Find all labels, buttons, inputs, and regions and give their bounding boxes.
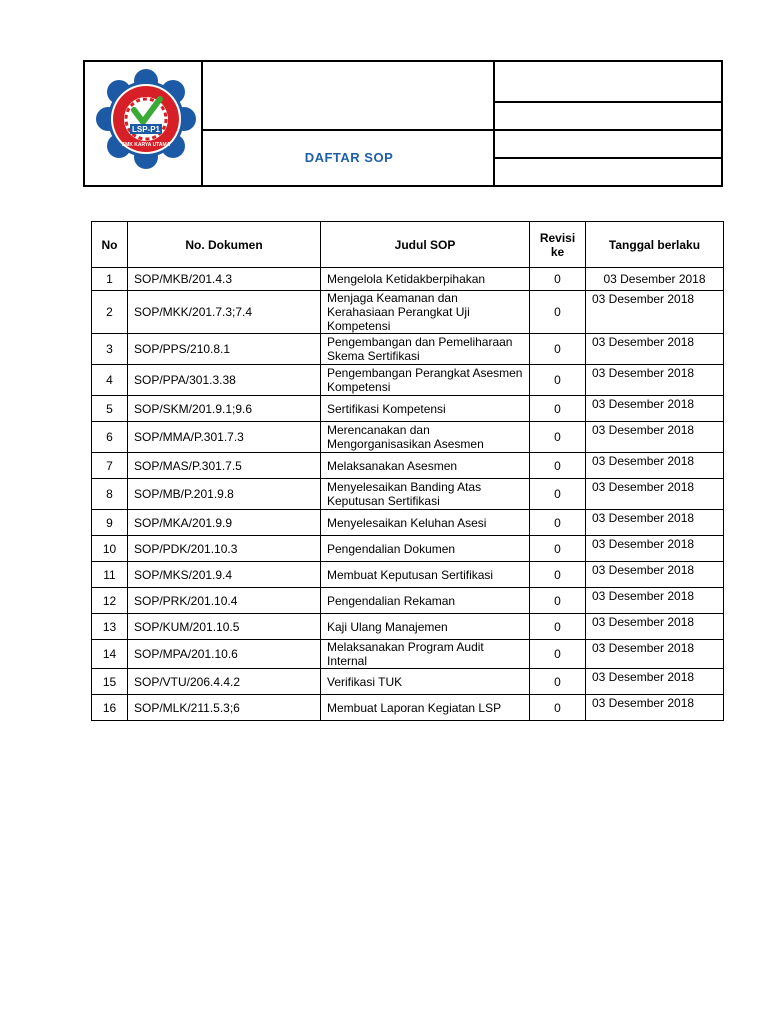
lsp-p1-emblem-icon xyxy=(93,66,199,172)
revision-cell: 0 xyxy=(530,334,586,365)
sop-title-cell: Menyelesaikan Banding Atas Keputusan Sertifikasi xyxy=(321,479,530,510)
effective-date-cell: 03 Desember 2018 xyxy=(586,510,724,536)
row-number-cell: 5 xyxy=(92,396,128,422)
effective-date-cell: 03 Desember 2018 xyxy=(586,396,724,422)
effective-date-cell: 03 Desember 2018 xyxy=(586,695,724,721)
effective-date-cell: 03 Desember 2018 xyxy=(586,365,724,396)
table-row xyxy=(92,640,724,669)
table-row xyxy=(92,479,724,510)
table-row xyxy=(92,562,724,588)
row-number-cell: 4 xyxy=(92,365,128,396)
sop-title-cell: Melaksanakan Program Audit Internal xyxy=(321,640,530,669)
sop-table xyxy=(91,221,724,721)
row-number-cell: 12 xyxy=(92,588,128,614)
table-row xyxy=(92,669,724,695)
revision-cell: 0 xyxy=(530,536,586,562)
document-number-cell: SOP/PPA/301.3.38 xyxy=(128,365,321,396)
sop-title-cell: Pengendalian Rekaman xyxy=(321,588,530,614)
header-info-divider-1 xyxy=(493,101,721,103)
table-row xyxy=(92,453,724,479)
sop-title-cell: Kaji Ulang Manajemen xyxy=(321,614,530,640)
table-row xyxy=(92,396,724,422)
sop-title-cell: Merencanakan dan Mengorganisasikan Asesmen xyxy=(321,422,530,453)
document-number-cell: SOP/MMA/P.301.7.3 xyxy=(128,422,321,453)
document-number-cell: SOP/MKB/201.4.3 xyxy=(128,268,321,291)
row-number-cell: 1 xyxy=(92,268,128,291)
row-number-cell: 11 xyxy=(92,562,128,588)
row-number-cell: 7 xyxy=(92,453,128,479)
revision-cell: 0 xyxy=(530,588,586,614)
effective-date-cell: 03 Desember 2018 xyxy=(586,268,724,291)
sop-title-cell: Pengembangan dan Pemeliharaan Skema Sertifikasi xyxy=(321,334,530,365)
revision-cell: 0 xyxy=(530,291,586,334)
sop-title-cell: Menjaga Keamanan dan Kerahasiaan Perangkat Uji Kompetensi xyxy=(321,291,530,334)
sop-title-cell: Pengembangan Perangkat Asesmen Kompetensi xyxy=(321,365,530,396)
revision-cell: 0 xyxy=(530,669,586,695)
table-row xyxy=(92,510,724,536)
table-row xyxy=(92,536,724,562)
svg-text:LSP-P1: LSP-P1 xyxy=(131,125,161,134)
table-row xyxy=(92,334,724,365)
document-number-cell: SOP/PPS/210.8.1 xyxy=(128,334,321,365)
row-number-cell: 13 xyxy=(92,614,128,640)
sop-title-cell: Verifikasi TUK xyxy=(321,669,530,695)
effective-date-cell: 03 Desember 2018 xyxy=(586,334,724,365)
row-number-cell: 15 xyxy=(92,669,128,695)
row-number-cell: 2 xyxy=(92,291,128,334)
document-number-cell: SOP/SKM/201.9.1;9.6 xyxy=(128,396,321,422)
effective-date-cell: 03 Desember 2018 xyxy=(586,614,724,640)
revision-cell: 0 xyxy=(530,614,586,640)
revision-cell: 0 xyxy=(530,562,586,588)
revision-cell: 0 xyxy=(530,396,586,422)
header-info-divider-2 xyxy=(493,129,721,131)
effective-date-cell: 03 Desember 2018 xyxy=(586,422,724,453)
header-info-divider-3 xyxy=(493,157,721,159)
sop-title-cell: Mengelola Ketidakberpihakan xyxy=(321,268,530,291)
sop-title-cell: Melaksanakan Asesmen xyxy=(321,453,530,479)
effective-date-cell: 03 Desember 2018 xyxy=(586,453,724,479)
effective-date-cell: 03 Desember 2018 xyxy=(586,669,724,695)
sop-title-cell: Sertifikasi Kompetensi xyxy=(321,396,530,422)
effective-date-cell: 03 Desember 2018 xyxy=(586,536,724,562)
document-number-cell: SOP/MPA/201.10.6 xyxy=(128,640,321,669)
effective-date-cell: 03 Desember 2018 xyxy=(586,588,724,614)
document-number-cell: SOP/KUM/201.10.5 xyxy=(128,614,321,640)
table-header-row xyxy=(92,222,724,268)
sop-title-cell: Menyelesaikan Keluhan Asesi xyxy=(321,510,530,536)
effective-date-cell: 03 Desember 2018 xyxy=(586,291,724,334)
column-header-revision: Revisi ke xyxy=(530,222,586,268)
effective-date-cell: 03 Desember 2018 xyxy=(586,479,724,510)
column-header-no: No xyxy=(92,222,128,268)
sop-title-cell: Membuat Laporan Kegiatan LSP xyxy=(321,695,530,721)
row-number-cell: 14 xyxy=(92,640,128,669)
row-number-cell: 10 xyxy=(92,536,128,562)
document-number-cell: SOP/MKS/201.9.4 xyxy=(128,562,321,588)
document-number-cell: SOP/MKK/201.7.3;7.4 xyxy=(128,291,321,334)
table-row xyxy=(92,695,724,721)
document-number-cell: SOP/VTU/206.4.4.2 xyxy=(128,669,321,695)
document-number-cell: SOP/MKA/201.9.9 xyxy=(128,510,321,536)
row-number-cell: 9 xyxy=(92,510,128,536)
row-number-cell: 16 xyxy=(92,695,128,721)
revision-cell: 0 xyxy=(530,640,586,669)
table-row xyxy=(92,588,724,614)
table-row xyxy=(92,291,724,334)
document-header xyxy=(83,60,723,187)
sop-title-cell: Pengendalian Dokumen xyxy=(321,536,530,562)
column-header-sop-title: Judul SOP xyxy=(321,222,530,268)
revision-cell: 0 xyxy=(530,268,586,291)
document-number-cell: SOP/PDK/201.10.3 xyxy=(128,536,321,562)
table-row xyxy=(92,365,724,396)
revision-cell: 0 xyxy=(530,422,586,453)
sop-title-cell: Membuat Keputusan Sertifikasi xyxy=(321,562,530,588)
revision-cell: 0 xyxy=(530,695,586,721)
document-title: DAFTAR SOP xyxy=(304,149,394,165)
effective-date-cell: 03 Desember 2018 xyxy=(586,562,724,588)
revision-cell: 0 xyxy=(530,510,586,536)
document-number-cell: SOP/MB/P.201.9.8 xyxy=(128,479,321,510)
document-number-cell: SOP/MLK/211.5.3;6 xyxy=(128,695,321,721)
table-row xyxy=(92,422,724,453)
table-row xyxy=(92,268,724,291)
column-header-document-number: No. Dokumen xyxy=(128,222,321,268)
effective-date-cell: 03 Desember 2018 xyxy=(586,640,724,669)
document-number-cell: SOP/PRK/201.10.4 xyxy=(128,588,321,614)
revision-cell: 0 xyxy=(530,479,586,510)
row-number-cell: 6 xyxy=(92,422,128,453)
revision-cell: 0 xyxy=(530,453,586,479)
row-number-cell: 8 xyxy=(92,479,128,510)
column-header-effective-date: Tanggal berlaku xyxy=(586,222,724,268)
document-number-cell: SOP/MAS/P.301.7.5 xyxy=(128,453,321,479)
table-row xyxy=(92,614,724,640)
revision-cell: 0 xyxy=(530,365,586,396)
svg-text:SMK KARYA UTAMA: SMK KARYA UTAMA xyxy=(121,142,171,148)
table-body xyxy=(92,268,724,721)
row-number-cell: 3 xyxy=(92,334,128,365)
